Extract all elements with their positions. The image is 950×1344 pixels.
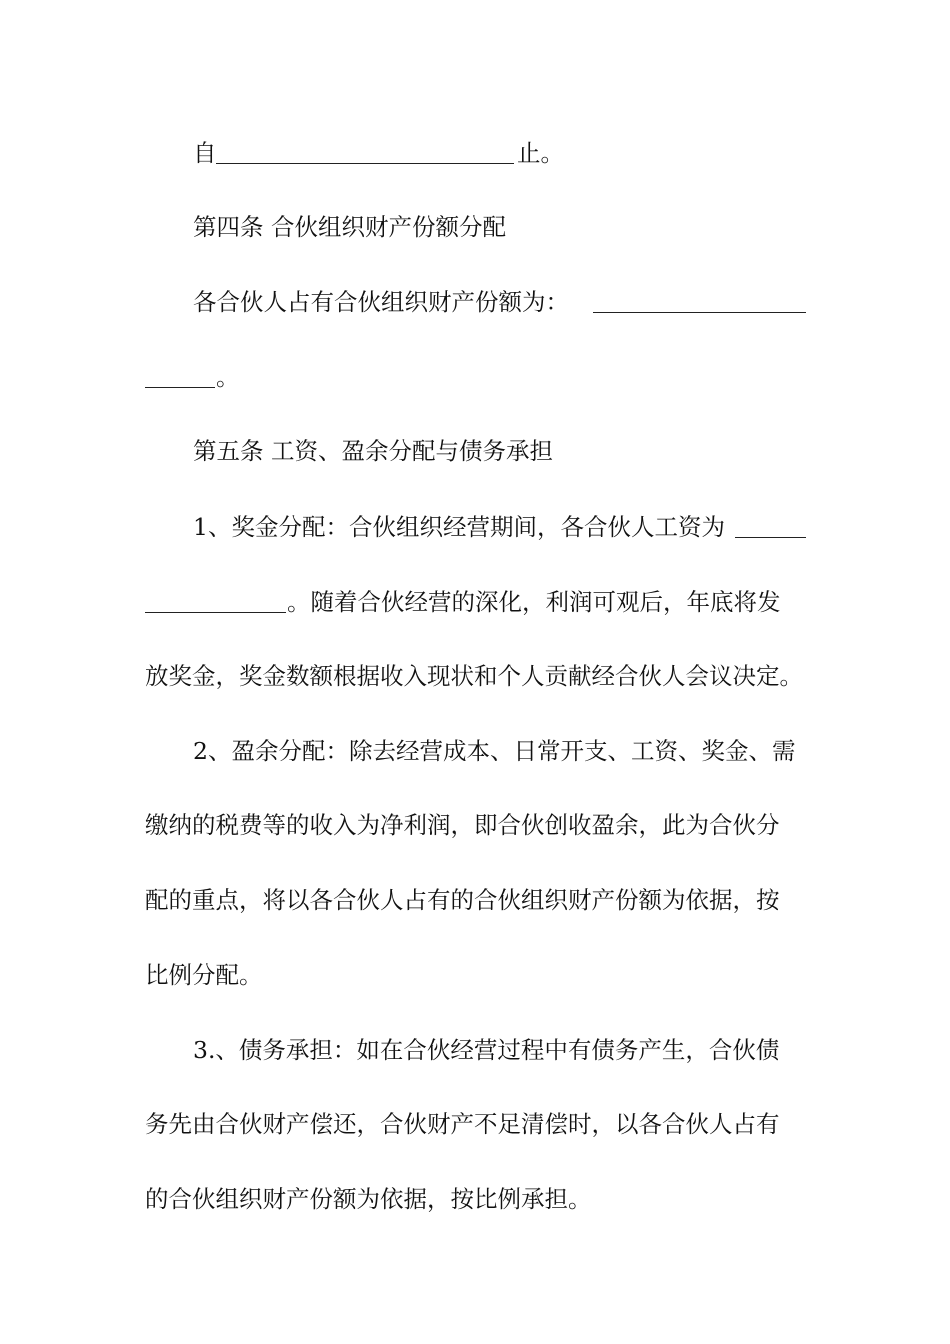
- article-5-heading-text: 第五条 工资、盈余分配与债务承担: [193, 437, 553, 465]
- bonus-paragraph-line-1: [0, 507, 950, 547]
- surplus-paragraph-line-3: [0, 880, 950, 920]
- date-range-suffix: 止。: [517, 139, 564, 167]
- article-4-share-continuation: [0, 357, 950, 397]
- article-4-share-blank: [593, 312, 806, 313]
- surplus-paragraph-text-3: 配的重点，将以各合伙人占有的合伙组织财产份额为依据，按: [145, 886, 780, 914]
- article-5-heading: [0, 431, 950, 471]
- surplus-paragraph-text-1: 2、盈余分配：除去经营成本、日常开支、工资、奖金、需: [193, 737, 796, 765]
- bonus-paragraph-line-3: [0, 656, 950, 696]
- article-4-heading: [0, 207, 950, 247]
- debt-paragraph-line-2: [0, 1104, 950, 1144]
- surplus-paragraph-line-2: [0, 805, 950, 845]
- date-range-line: [0, 133, 950, 173]
- date-range-blank: [216, 163, 514, 164]
- surplus-paragraph-text-4: 比例分配。: [145, 961, 263, 989]
- salary-blank: [735, 537, 806, 538]
- article-4-share-tail: 。: [216, 363, 240, 391]
- bonus-paragraph-text-1: 1、奖金分配：合伙组织经营期间，各合伙人工资为: [193, 513, 725, 541]
- surplus-paragraph-line-4: [0, 955, 950, 995]
- debt-paragraph-text-1: 3.、债务承担：如在合伙经营过程中有债务产生，合伙债: [193, 1036, 780, 1064]
- bonus-paragraph-text-2: 。随着合伙经营的深化，利润可观后，年底将发: [287, 588, 781, 616]
- debt-paragraph-text-2: 务先由合伙财产偿还，合伙财产不足清偿时，以各合伙人占有: [145, 1110, 780, 1138]
- bonus-paragraph-line-2: [0, 582, 950, 622]
- bonus-paragraph-text-3: 放奖金，奖金数额根据收入现状和个人贡献经合伙人会议决定。: [145, 662, 803, 690]
- article-4-share-blank-continued: [145, 387, 215, 388]
- debt-paragraph-line-3: [0, 1179, 950, 1219]
- article-4-share-text: 各合伙人占有合伙组织财产份额为：: [193, 288, 569, 316]
- debt-paragraph-line-1: [0, 1030, 950, 1070]
- article-4-heading-text: 第四条 合伙组织财产份额分配: [193, 213, 506, 241]
- date-range-prefix: 自: [193, 139, 217, 167]
- article-4-share-line: [0, 282, 950, 322]
- salary-blank-continued: [145, 612, 286, 613]
- surplus-paragraph-line-1: [0, 731, 950, 771]
- surplus-paragraph-text-2: 缴纳的税费等的收入为净利润，即合伙创收盈余，此为合伙分: [145, 811, 780, 839]
- debt-paragraph-text-3: 的合伙组织财产份额为依据，按比例承担。: [145, 1185, 592, 1213]
